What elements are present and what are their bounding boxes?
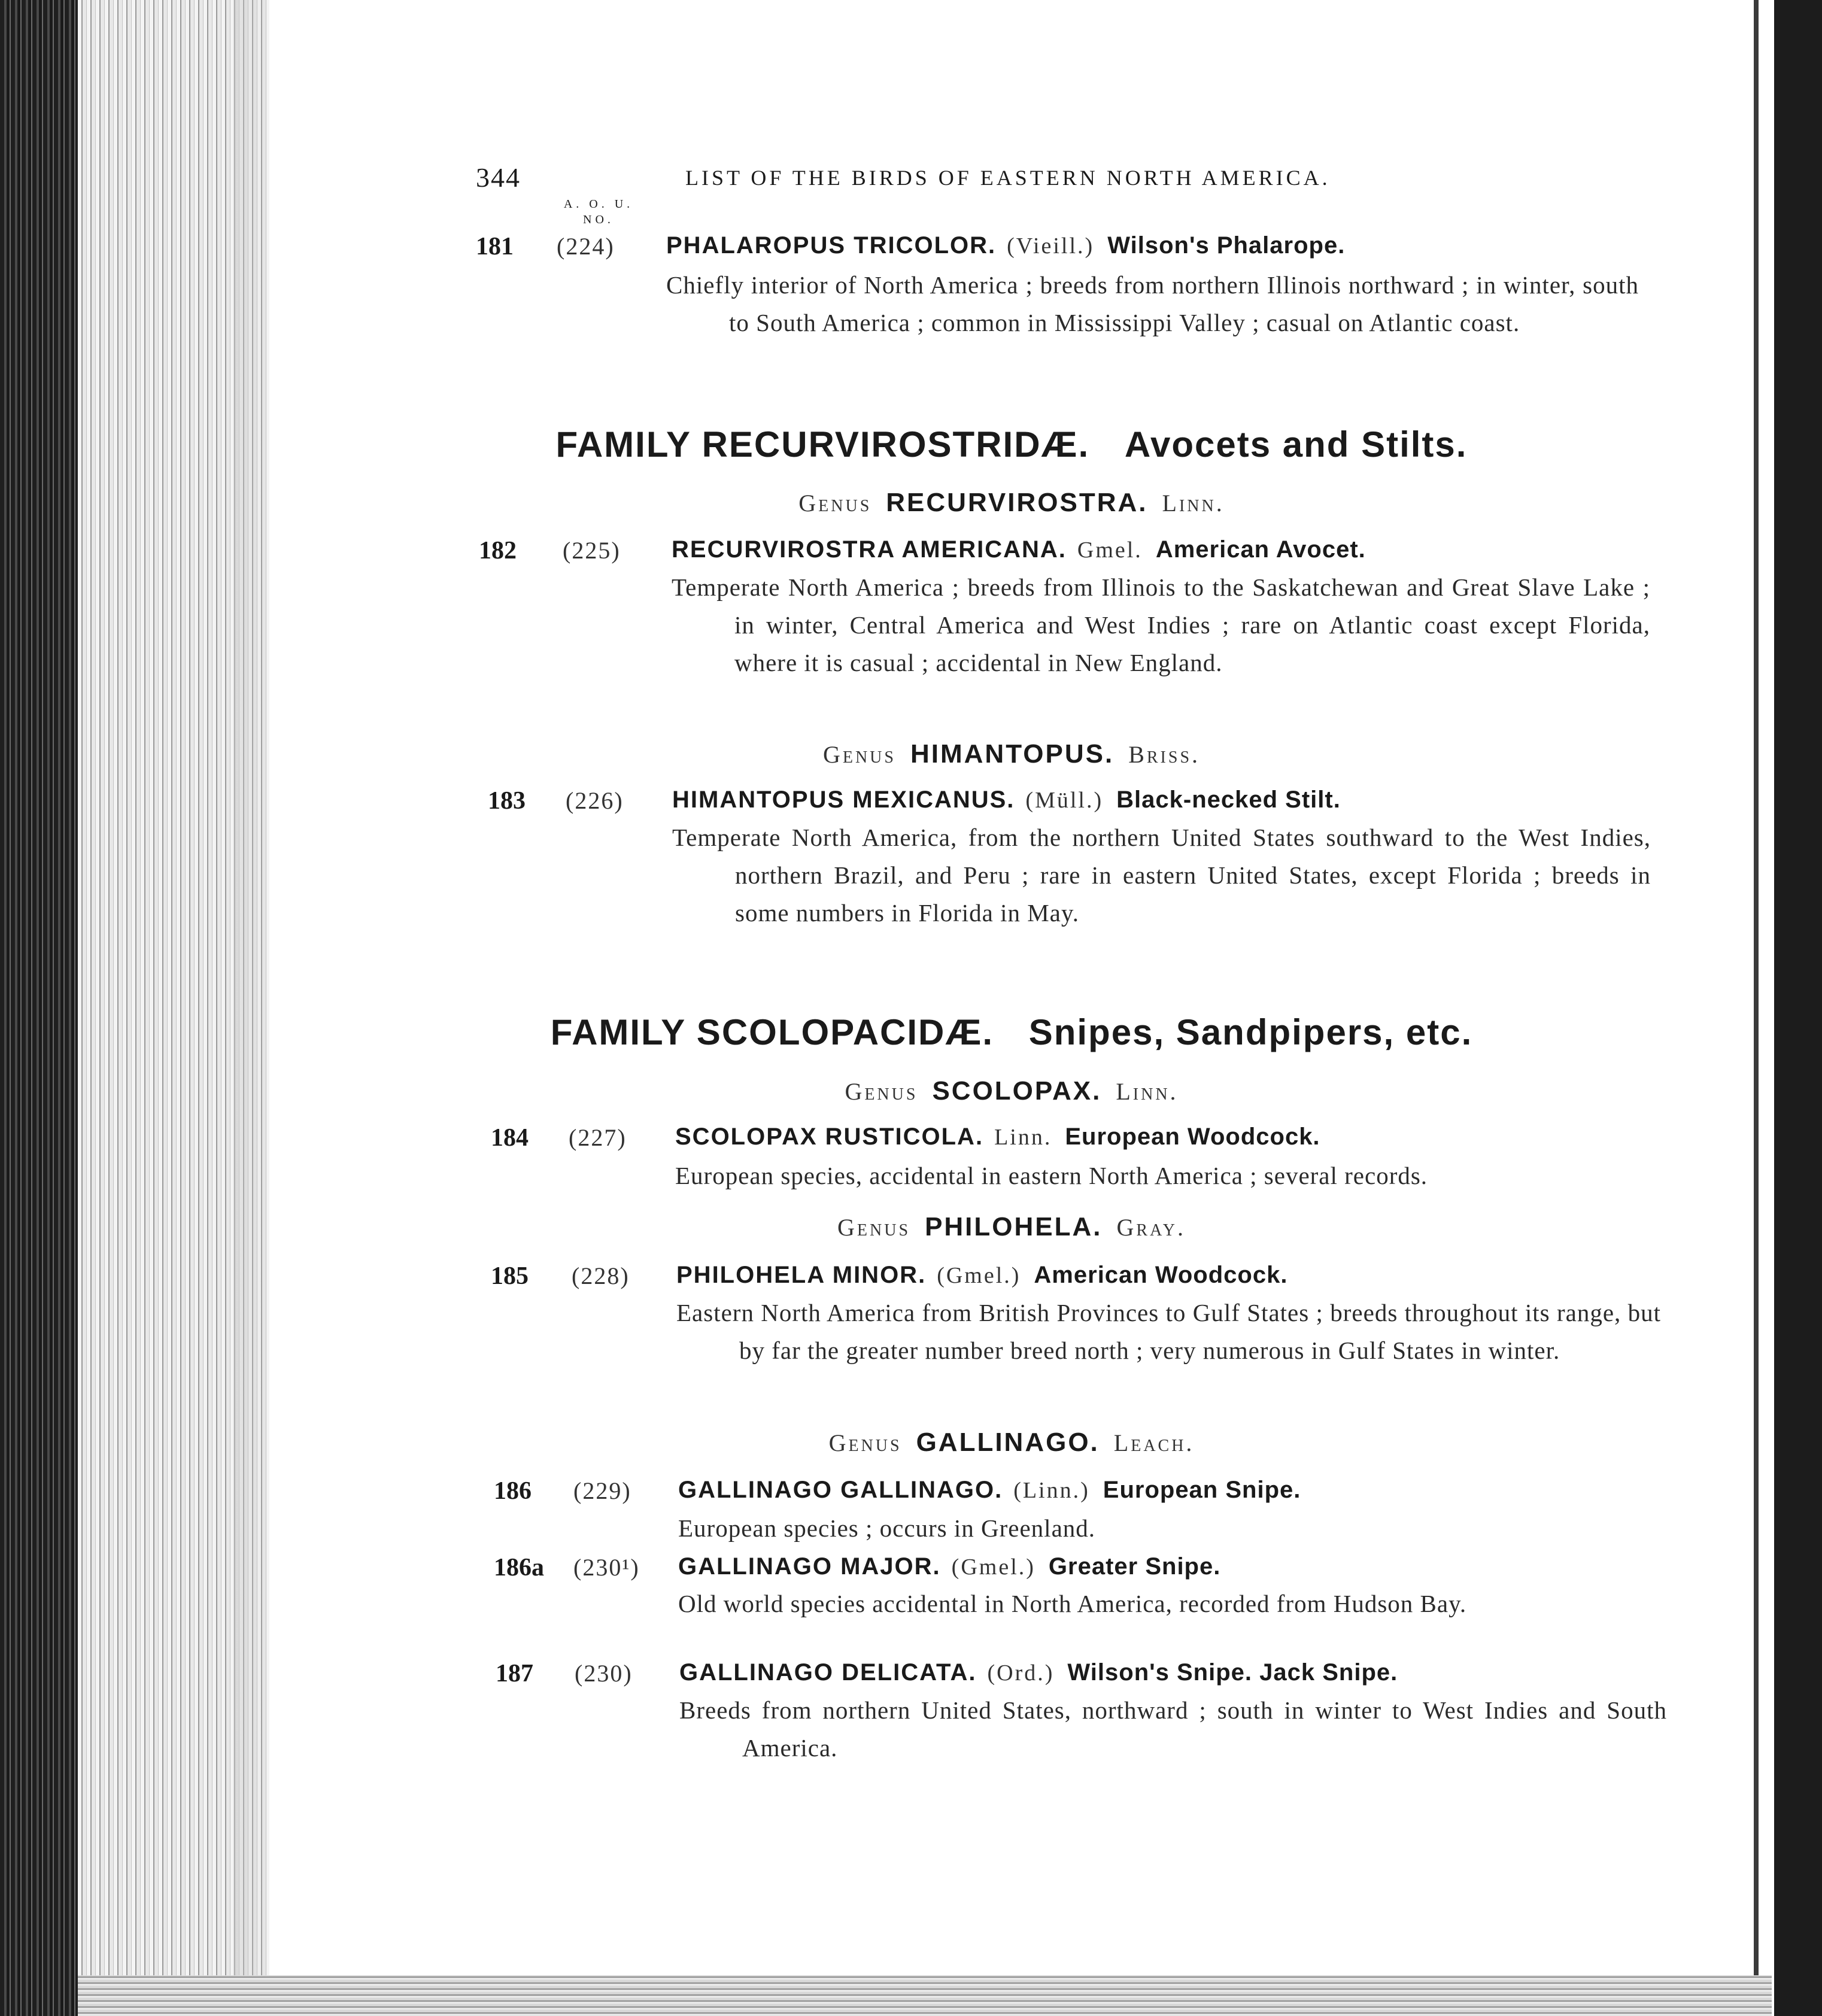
genus-name: RECURVIROSTRA. (886, 488, 1148, 517)
authority: Gmel. (1077, 538, 1143, 563)
entry-187-heading (269, 1659, 1754, 1693)
genus-label: Genus (798, 490, 872, 517)
authority: (Gmel.) (937, 1263, 1021, 1288)
aou-number: (229) (573, 1477, 631, 1504)
entry-184-heading (269, 1124, 1754, 1157)
entry-184-description: European species, accidental in eastern North America ; several records. (675, 1162, 1428, 1189)
aou-number: (228) (572, 1262, 630, 1289)
scientific-name-text: GALLINAGO DELICATA. (679, 1659, 977, 1686)
family-heading-scolopacidae (269, 1012, 1754, 1053)
scientific-name-text: GALLINAGO MAJOR. (678, 1553, 941, 1580)
aou-label-line1: A. O. U. (563, 198, 634, 211)
genus-label: Genus (837, 1214, 911, 1241)
common-name: Wilson's Phalarope. (1107, 232, 1346, 259)
genus-name: SCOLOPAX. (932, 1076, 1102, 1106)
genus-authority: Leach. (1113, 1429, 1195, 1456)
scientific-name-text: RECURVIROSTRA AMERICANA. (672, 536, 1067, 563)
common-name: Greater Snipe. (1048, 1553, 1221, 1580)
entry-181-description: Chiefly interior of North America ; breeds from northern Illinois northward ; in winter, south to South America ; common in Mississippi Valley ; casual on Atlantic coast. (666, 271, 1639, 336)
entry-186-heading (269, 1477, 1754, 1510)
scientific-name (672, 536, 1366, 563)
aou-number: (230) (575, 1660, 633, 1687)
entry-number: 184 (491, 1124, 529, 1152)
aou-column-label (557, 196, 640, 227)
scientific-name (676, 1262, 1287, 1289)
scientific-name (678, 1477, 1301, 1504)
entry-185-description: Eastern North America from British Provinces to Gulf States ; breeds throughout its range, but by far the greater number breed north ; very numerous in Gulf States in winter. (676, 1299, 1661, 1364)
running-head (476, 162, 1673, 198)
scientific-name (678, 1553, 1220, 1580)
entry-186a-description: Old world species accidental in North America, recorded from Hudson Bay. (678, 1590, 1467, 1617)
scientific-name (675, 1124, 1320, 1150)
genus-label: Genus (828, 1429, 902, 1456)
book-page (269, 0, 1754, 1975)
entry-183-heading (269, 787, 1754, 820)
entry-181-heading (269, 232, 1754, 266)
family-common-name: Avocets and Stilts. (1124, 424, 1468, 464)
entry-number: 185 (491, 1262, 529, 1290)
aou-number: (227) (569, 1124, 627, 1151)
family-name: FAMILY SCOLOPACIDÆ. (550, 1012, 994, 1052)
page-stack-bottom (78, 1975, 1772, 2016)
page-shadow (233, 0, 269, 2016)
authority: (Linn.) (1013, 1478, 1090, 1503)
genus-name: HIMANTOPUS. (910, 739, 1115, 769)
common-name: Black-necked Stilt. (1116, 787, 1341, 813)
genus-heading-philohela (269, 1212, 1754, 1242)
genus-label: Genus (845, 1078, 918, 1105)
common-name: European Snipe. (1103, 1477, 1301, 1503)
genus-authority: Linn. (1116, 1078, 1179, 1105)
aou-number: (224) (557, 233, 615, 260)
scientific-name (672, 787, 1341, 813)
entry-182-heading (269, 536, 1754, 570)
entry-number: 186 (494, 1477, 532, 1505)
genus-heading-himantopus (269, 739, 1754, 769)
scientific-name (679, 1659, 1398, 1686)
aou-number: (230¹) (573, 1554, 640, 1581)
common-name: American Avocet. (1155, 536, 1366, 563)
entry-number: 186a (494, 1554, 544, 1581)
scan-background-right (1774, 0, 1822, 2016)
aou-number: (226) (566, 787, 624, 814)
entry-182-description: Temperate North America ; breeds from Illinois to the Saskatchewan and Great Slave Lake ; in winter, Central America and West Indies ; rare on Atlantic coast except Florida, where it is casual ; accidental in New England. (672, 573, 1650, 676)
aou-label-line2: NO. (583, 213, 614, 226)
entry-187-description: Breeds from northern United States, northward ; south in winter to West Indies and South America. (679, 1696, 1667, 1762)
entry-186-description: European species ; occurs in Greenland. (678, 1514, 1096, 1542)
genus-authority: Gray. (1116, 1214, 1186, 1241)
entry-number: 181 (476, 233, 514, 260)
genus-label: Genus (822, 741, 896, 768)
common-name: Wilson's Snipe. Jack Snipe. (1067, 1659, 1398, 1686)
entry-number: 183 (488, 787, 526, 815)
book-spine-edge (0, 0, 78, 2016)
scientific-name-text: PHILOHELA MINOR. (676, 1262, 927, 1288)
scientific-name-text: PHALAROPUS TRICOLOR. (666, 232, 997, 259)
entry-183-description: Temperate North America, from the northern United States southward to the West Indies, northern Brazil, and Peru ; rare in eastern United States, except Florida ; breeds in some numbers in Florida in May. (672, 824, 1651, 927)
scientific-name-text: HIMANTOPUS MEXICANUS. (672, 787, 1015, 813)
authority: (Gmel.) (951, 1554, 1035, 1580)
authority: Linn. (994, 1125, 1052, 1150)
entry-number: 187 (496, 1660, 533, 1687)
genus-name: PHILOHELA. (925, 1212, 1103, 1241)
genus-heading-recurvirostra (269, 488, 1754, 518)
authority: (Ord.) (987, 1660, 1055, 1686)
scientific-name-text: SCOLOPAX RUSTICOLA. (675, 1124, 984, 1150)
genus-heading-gallinago (269, 1428, 1754, 1458)
genus-authority: Briss. (1128, 741, 1201, 768)
family-name: FAMILY RECURVIROSTRIDÆ. (555, 424, 1090, 464)
scientific-name (666, 232, 1345, 259)
running-title: LIST OF THE BIRDS OF EASTERN NORTH AMERICA. (685, 166, 1331, 190)
entry-186a-heading (269, 1553, 1754, 1587)
aou-number: (225) (563, 537, 621, 564)
entry-number: 182 (479, 537, 517, 564)
common-name: American Woodcock. (1034, 1262, 1288, 1288)
family-common-name: Snipes, Sandpipers, etc. (1028, 1012, 1473, 1052)
common-name: European Woodcock. (1065, 1124, 1320, 1150)
authority: (Müll.) (1025, 788, 1104, 813)
authority: (Vieill.) (1007, 233, 1095, 259)
genus-heading-scolopax (269, 1076, 1754, 1106)
entry-185-heading (269, 1262, 1754, 1295)
page-number: 344 (476, 162, 521, 193)
scientific-name-text: GALLINAGO GALLINAGO. (678, 1477, 1003, 1503)
genus-authority: Linn. (1162, 490, 1225, 517)
page-right-border (1754, 0, 1759, 1975)
family-heading-recurvirostridae (269, 424, 1754, 465)
genus-name: GALLINAGO. (916, 1428, 1100, 1457)
